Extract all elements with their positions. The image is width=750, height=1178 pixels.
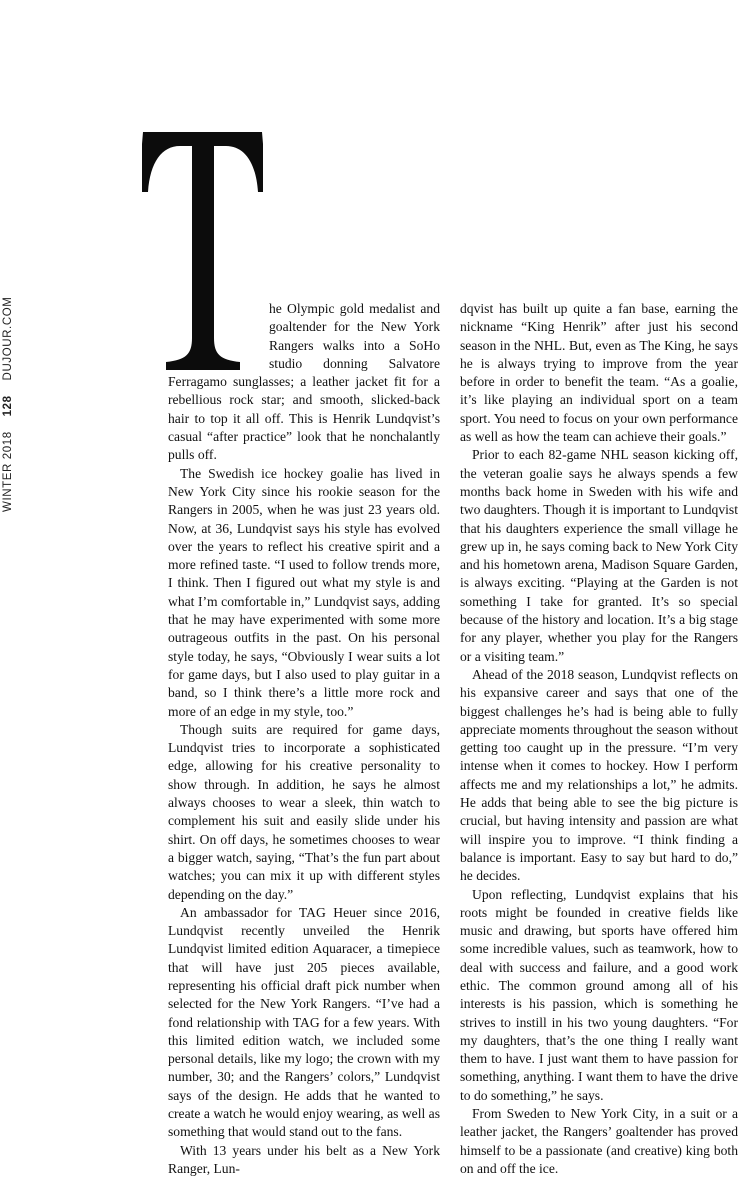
folio-divider — [2, 422, 14, 425]
article-paragraph: Though suits are required for game days, Lundqvist tries to incorporate a sophisticated edge, allowing for his creative personality to show through. In addition, he says he almost always chooses to wear a sleek, thin watch to complement his suit and easily slide under his shirt. On off days, he sometimes chooses to wear a bigger watch, saying, “That’s the fun part about watches; you can mix it up with different styles depending on the day.” — [168, 721, 440, 902]
article-paragraph: From Sweden to New York City, in a suit or a leather jacket, the Rangers’ goaltender has proved himself to be a passionate (and creative) king both on and off the ice. — [460, 1106, 738, 1176]
article-paragraph: The Swedish ice hockey goalie has lived in New York City since his rookie season for the Rangers in 2005, when he was just 23 years old. Now, at 36, Lundqvist says his style has evolved over the years to reflect his creative spirit and a more refined taste. “I used to follow trends more, I think. Then I figured out what my style is and what I’m comfortable in,” Lundqvist says, adding that he may have experimented with some more outrageous outfits in the past. On his personal style today, he says, “Obviously I wear suits a lot for game days, but I also used to play guitar in a band, so I think there’s a little more rock and more of an edge in my style, too.” — [168, 465, 440, 719]
article-paragraph: Prior to each 82-game NHL season kicking off, the veteran goalie says he always spends a few months back home in Sweden with his wife and two daughters. Though it is important to Lundqvist that his daughters experience the small village he grew up in, he says coming back to New York City and his hometown arena, Madison Square Garden, is always exciting. “Playing at the Garden is not something I take for granted. It’s so special because of the history and location. It’s a big stage for any player, whether you play for the Rangers or a visiting team.” — [460, 447, 738, 664]
article-paragraph: dqvist has built up quite a fan base, earning the nickname “King Henrik” after just his second season in the NHL. But, even as The King, he says he is always trying to improve from the year before in order to benefit the team. “As a goalie, it’s like playing an individual sport on a team sport. You need to focus on your own performance as well as how the team can achieve their goals.” — [460, 301, 738, 445]
article-column-right — [460, 300, 738, 1178]
drop-cap-spacer — [168, 300, 269, 373]
folio-divider — [2, 386, 14, 389]
folio-season: WINTER 2018 — [2, 431, 14, 512]
article-column-left — [168, 300, 440, 1178]
article-paragraph: Upon reflecting, Lundqvist explains that his roots might be founded in creative fields like music and drawing, but sports have offered him some incredible values, such as teamwork, how to deal with success and failure, and a good work ethic. The common ground among all of his interests is his passion, which is something he strives to instill in his two young daughters. “For my daughters, that’s the one thing I really want them to have. I just want them to have passion for something, anything. I want them to have the drive to do something,” he says. — [460, 886, 738, 1103]
article-paragraph: With 13 years under his belt as a New York Ranger, Lun- — [168, 1142, 440, 1176]
folio-page-number: 128 — [2, 395, 14, 417]
folio-text — [2, 297, 14, 513]
article-paragraph: he Olympic gold medalist and goaltender for the New York Rangers walks into a SoHo studio donning Salvatore Ferragamo sunglasses; a leather jacket fit for a rebellious rock star; and smooth, slicked-back hair to top it all off. This is Henrik Lundqvist’s casual “after practice” look that he nonchalantly pulls off. — [168, 301, 440, 463]
article-paragraph: Ahead of the 2018 season, Lundqvist reflects on his expansive career and says that one of the biggest challenges he’s had is being able to fully appreciate moments throughout the season without getting too caught up in the pressure. “I’m very intense when it comes to hockey. How I perform affects me and my relationships a lot,” he admits. He adds that being able to see the big picture is crucial, but having intensity and passion are what will inspire you to improve. “I think finding a balance is important. Easy to say but hard to do,” he decides. — [460, 666, 738, 884]
folio — [0, 0, 24, 900]
folio-site: DUJOUR.COM — [2, 296, 14, 381]
article-paragraph: An ambassador for TAG Heuer since 2016, Lundqvist recently unveiled the Henrik Lundqvist limited edition Aquaracer, a timepiece that will have just 205 pieces available, representing his official draft pick number when selected for the New York Rangers. “I’ve had a fond relationship with TAG for a few years. With this limited edition watch, we included some personal details, like my logo; the crown with my number, 30; and the Rangers’ colors,” Lundqvist says of the design. He adds that he wanted to create a watch he would enjoy wearing, as well as something that would stand out to the fans. — [168, 904, 440, 1140]
